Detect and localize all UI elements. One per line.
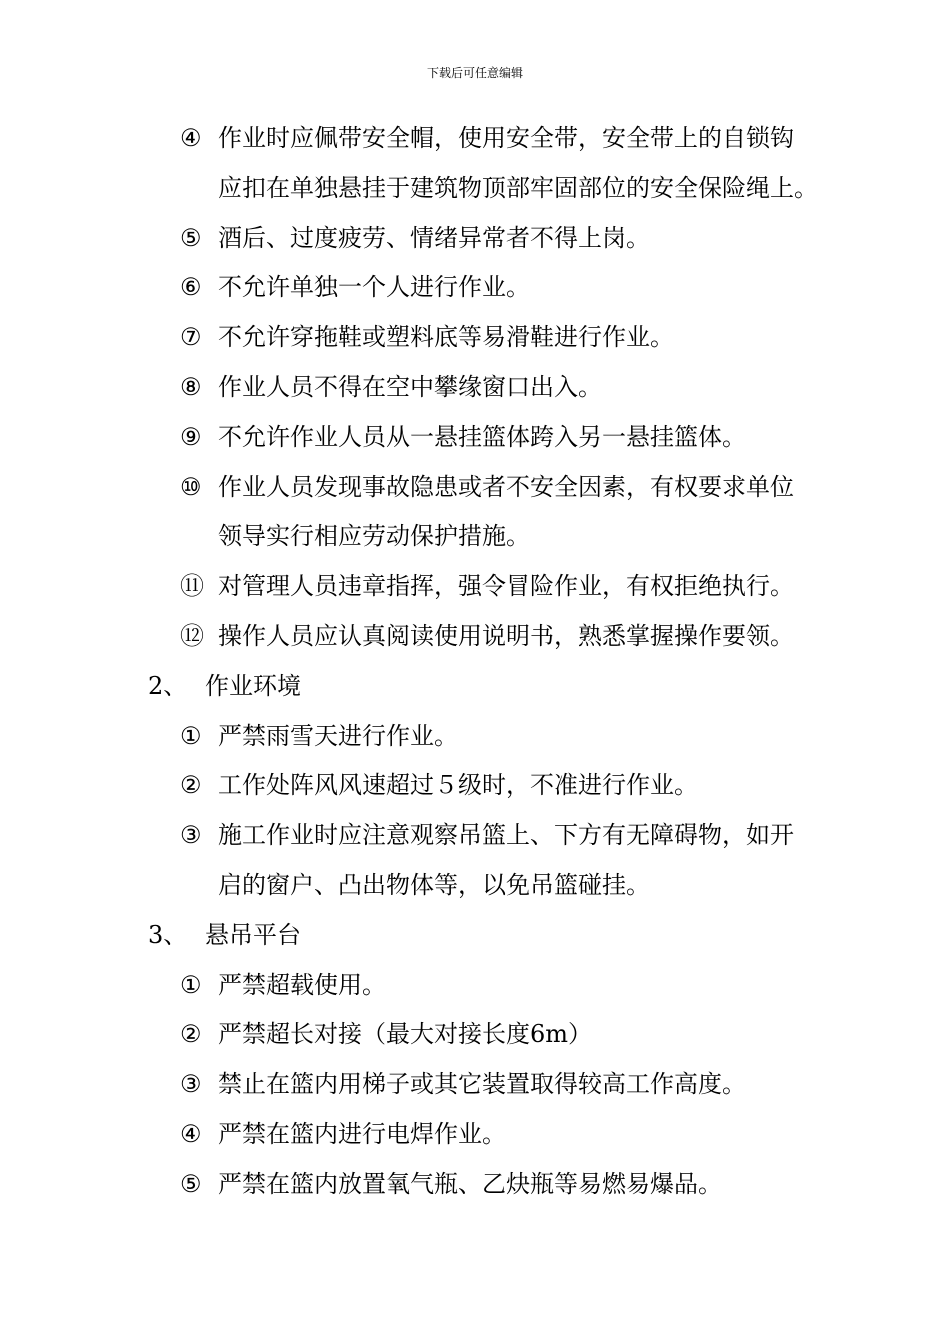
item-number: ⑨ bbox=[180, 422, 202, 451]
item-text: 悬吊平台 bbox=[205, 920, 301, 949]
item-text: 严禁超载使用。 bbox=[218, 970, 386, 999]
item-number: ① bbox=[180, 721, 202, 750]
item-number: ⑦ bbox=[180, 323, 202, 352]
item-number: ⑥ bbox=[180, 273, 202, 302]
item-number: ⑪ bbox=[180, 572, 204, 601]
item-number: ⑤ bbox=[180, 223, 202, 252]
item-number: 2、 bbox=[148, 671, 188, 700]
item-text: 严禁在篮内进行电焊作业。 bbox=[218, 1120, 506, 1148]
item-number: ① bbox=[180, 970, 202, 999]
item-text: 作业时应佩带安全帽，使用安全带，安全带上的自锁钩 bbox=[218, 124, 794, 152]
item-number: 3、 bbox=[148, 920, 188, 949]
item-text: 严禁在篮内放置氧气瓶、乙炔瓶等易燃易爆品。 bbox=[218, 1169, 722, 1198]
item-number: ④ bbox=[180, 1120, 202, 1148]
item-text: 不允许穿拖鞋或塑料底等易滑鞋进行作业。 bbox=[218, 323, 674, 352]
item-number: ⑫ bbox=[180, 622, 204, 650]
item-number: ② bbox=[180, 1020, 202, 1049]
page-header: 下载后可任意编辑 bbox=[426, 66, 523, 80]
item-text: 施工作业时应注意观察吊篮上、下方有无障碍物，如开 bbox=[218, 821, 794, 850]
item-text: 作业人员不得在空中攀缘窗口出入。 bbox=[218, 373, 602, 401]
item-text: 严禁雨雪天进行作业。 bbox=[218, 721, 458, 750]
item-text: 工作处阵风风速超过５级时，不准进行作业。 bbox=[218, 771, 698, 800]
item-number: ③ bbox=[180, 1070, 202, 1099]
item-text: 不允许单独一个人进行作业。 bbox=[218, 273, 530, 302]
item-text: 操作人员应认真阅读使用说明书，熟悉掌握操作要领。 bbox=[218, 622, 794, 650]
item-number: ② bbox=[180, 771, 202, 800]
list-item-continuation: 启的窗户、凸出物体等，以免吊篮碰挂。 bbox=[218, 871, 650, 899]
item-number: ⑩ bbox=[180, 472, 202, 501]
item-text: 禁止在篮内用梯子或其它装置取得较高工作高度。 bbox=[218, 1070, 746, 1099]
item-text: 酒后、过度疲劳、情绪异常者不得上岗。 bbox=[218, 223, 650, 252]
item-text: 不允许作业人员从一悬挂篮体跨入另一悬挂篮体。 bbox=[218, 422, 746, 451]
list-item-continuation: 应扣在单独悬挂于建筑物顶部牢固部位的安全保险绳上。 bbox=[218, 173, 818, 202]
list-item-continuation: 领导实行相应劳动保护措施。 bbox=[218, 522, 530, 551]
item-number: ⑧ bbox=[180, 373, 202, 401]
item-text: 作业环境 bbox=[205, 671, 301, 700]
item-text: 对管理人员违章指挥，强令冒险作业，有权拒绝执行。 bbox=[218, 572, 794, 601]
item-number: ④ bbox=[180, 124, 202, 152]
item-text: 严禁超长对接（最大对接长度6m） bbox=[218, 1020, 593, 1049]
item-number: ③ bbox=[180, 821, 202, 850]
item-text: 作业人员发现事故隐患或者不安全因素，有权要求单位 bbox=[218, 472, 794, 501]
item-number: ⑤ bbox=[180, 1169, 202, 1198]
